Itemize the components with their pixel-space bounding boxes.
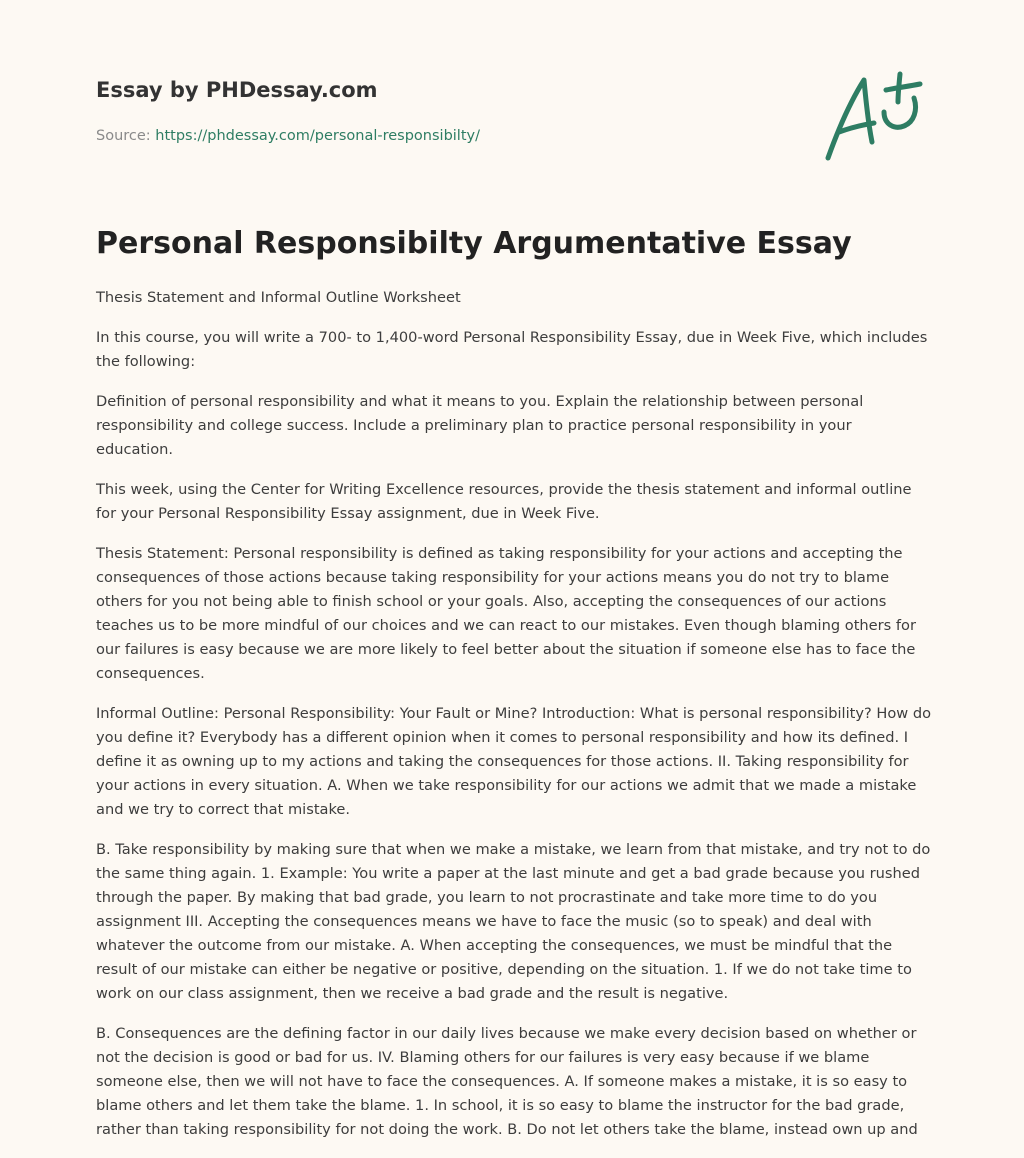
essay-body [96, 286, 932, 1158]
essay-paragraph: This week, using the Center for Writing Excellence resources, provide the thesis statement and informal outline for your Personal Responsibility Essay assignment, due in Week Five. [96, 481, 912, 522]
essay-title: Personal Responsibilty Argumentative Essay [96, 226, 852, 261]
essay-paragraph: In this course, you will write a 700- to 1,400-word Personal Responsibility Essay, due in Week Five, which includes the following: [96, 329, 928, 370]
essay-paragraph: Thesis Statement: Personal responsibility is defined as taking responsibility for your actions and accepting the consequences of those actions because taking responsibility for your actions means you do not try to blame others for you not being able to finish school or your goals. Also, accepting the consequences of our actions teaches us to be more mindful of our choices and we can react to our mistakes. Even though blaming others for our failures is easy because we are more likely to feel better about the situation if someone else has to face the consequences. [96, 545, 916, 682]
essay-paragraph: Thesis Statement and Informal Outline Worksheet [96, 289, 461, 306]
source-label: Source: [96, 128, 156, 144]
essay-paragraph: Definition of personal responsibility and what it means to you. Explain the relationship between personal responsibility and college success. Include a preliminary plan to practice personal responsibility in your education. [96, 393, 864, 458]
a-plus-grade-icon [822, 68, 926, 164]
site-brand: Essay by PHDessay.com [96, 78, 378, 102]
source-link[interactable]: https://phdessay.com/personal-responsibilty/ [155, 128, 480, 144]
page-header [96, 76, 796, 146]
essay-paragraph: B. Consequences are the defining factor in our daily lives because we make every decision based on whether or not the decision is good or bad for us. IV. Blaming others for our failures is very easy because if we blame someone else, then we will not have to face the consequences. A. If someone makes a mistake, it is so easy to blame others and let them take the blame. 1. In school, it is so easy to blame the instructor for the bad grade, rather than taking responsibility for not doing the work. B. Do not let others take the blame, instead own up and [96, 1025, 918, 1138]
essay-paragraph: Informal Outline: Personal Responsibility: Your Fault or Mine? Introduction: What is personal responsibility? How do you define it? Everybody has a different opinion when it comes to personal responsibility and how its defined. I define it as owning up to my actions and taking the consequences for those actions. II. Taking responsibility for your actions in every situation. A. When we take responsibility for our actions we admit that we made a mistake and we try to correct that mistake. [96, 705, 932, 818]
source-line [96, 126, 796, 146]
essay-paragraph: B. Take responsibility by making sure that when we make a mistake, we learn from that mistake, and try not to do the same thing again. 1. Example: You write a paper at the last minute and get a bad grade because you rushed through the paper. By making that bad grade, you learn to not procrastinate and take more time to do you assignment III. Accepting the consequences means we have to face the music (so to speak) and deal with whatever the outcome from our mistake. A. When accepting the consequences, we must be mindful that the result of our mistake can either be negative or positive, depending on the situation. 1. If we do not take time to work on our class assignment, then we receive a bad grade and the result is negative. [96, 841, 931, 1002]
